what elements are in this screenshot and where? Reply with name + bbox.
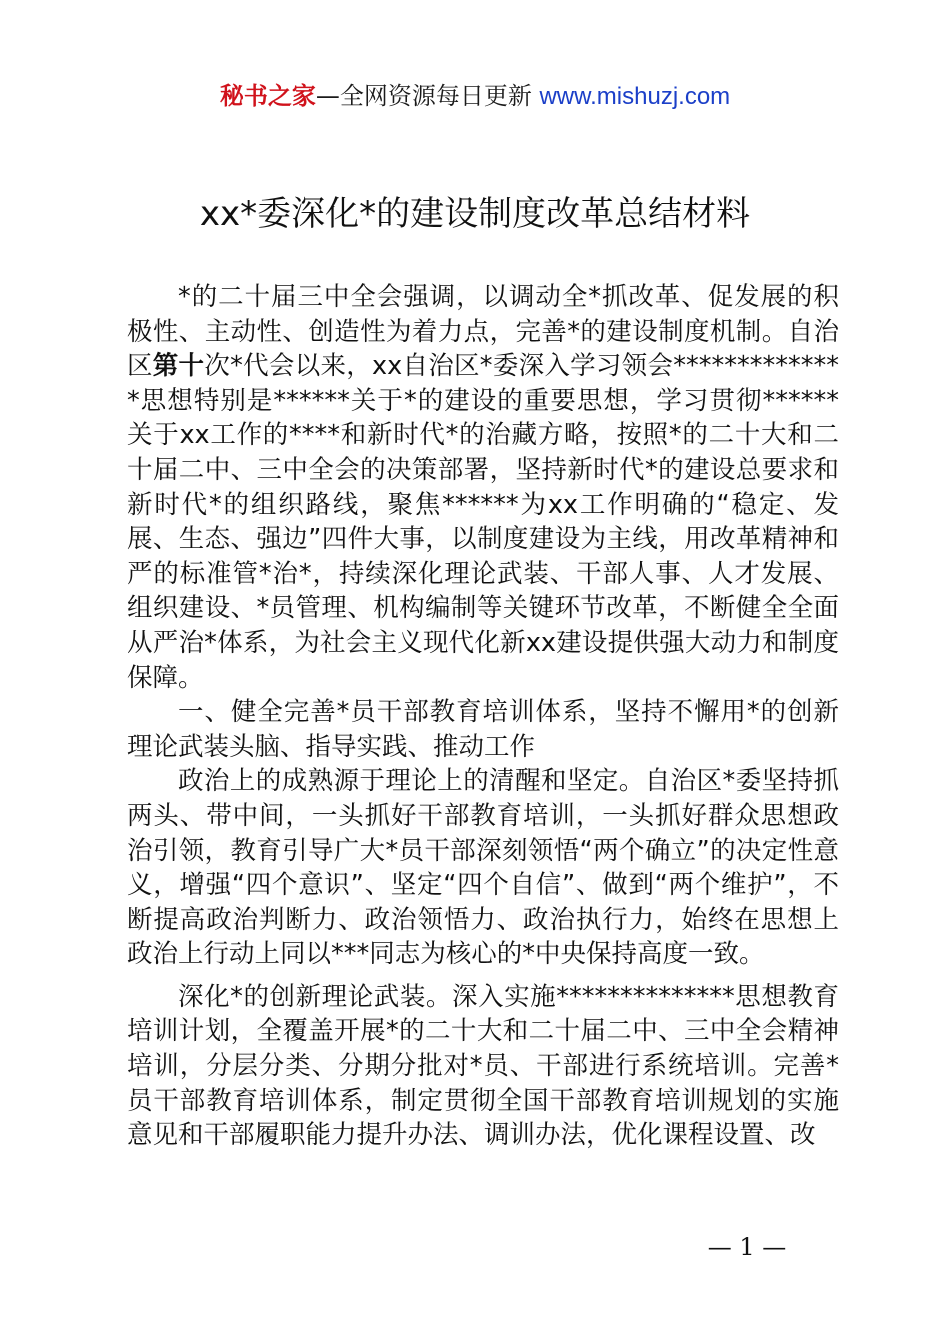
paragraph-3: 深化*的创新理论武装。深入实施**************思想教育培训计划，全覆盖开展*的二十大和二十届二中、三中全会精神培训，分层分类、分期分批对*员、干部进行系统培训。完善*员干部教育培训体系，制定贯彻全国干部教育培训规划的实施意见和干部履职能力提升办法、调训办法，优化课程设置、改	[127, 981, 839, 1151]
brand-name: 秘书之家	[219, 82, 316, 110]
site-banner	[0, 80, 950, 113]
page-number: — 1 —	[707, 1233, 787, 1261]
intro-text-start: *的二十届三中全会强调，以调动全*抓改革、促发展的积极性、主动性、创造性为着力点，完善*的建设制度机制。自治区	[127, 282, 839, 382]
document-title: xx*委深化*的建设制度改革总结材料	[199, 194, 751, 234]
intro-text-end: 次*代会以来，xx自治区*委深入学习领会**************思想特别是******关于*的建设的重要思想，学习贯彻******关于xx工作的****和新时代*的治藏方略，按照*的二十大和二十届二中、三中全会的决策部署，坚持新时代*的建设总要求和新时代*的组织路线，聚焦******为xx工作明确的“稳定、发展、生态、强边”四件大事，以制度建设为主线，用改革精神和严的标准管*治*，持续深化理论武装、干部人事、人才发展、组织建设、*员管理、机构编制等关键环节改革，不断健全全面从严治*体系，为社会主义现代化新xx建设提供强大动力和制度保障。	[127, 351, 839, 693]
intro-bold-text: 第十	[152, 351, 205, 382]
site-url-link[interactable]: www.mishuzj.com	[539, 83, 731, 110]
banner-tagline: —全网资源每日更新	[315, 82, 540, 110]
section-heading-1: 一、健全完善*员干部教育培训体系，坚持不懈用*的创新理论武装头脑、指导实践、推动工作	[127, 697, 839, 762]
document-body	[127, 280, 839, 1153]
intro-paragraph	[127, 280, 839, 695]
paragraph-2: 政治上的成熟源于理论上的清醒和坚定。自治区*委坚持抓两头、带中间，一头抓好干部教育培训，一头抓好群众思想政治引领，教育引导广大*员干部深刻领悟“两个确立”的决定性意义，增强“四个意识”、坚定“四个自信”、做到“两个维护”，不断提高政治判断力、政治领悟力、政治执行力，始终在思想上政治上行动上同以***同志为核心的*中央保持高度一致。	[127, 766, 839, 970]
